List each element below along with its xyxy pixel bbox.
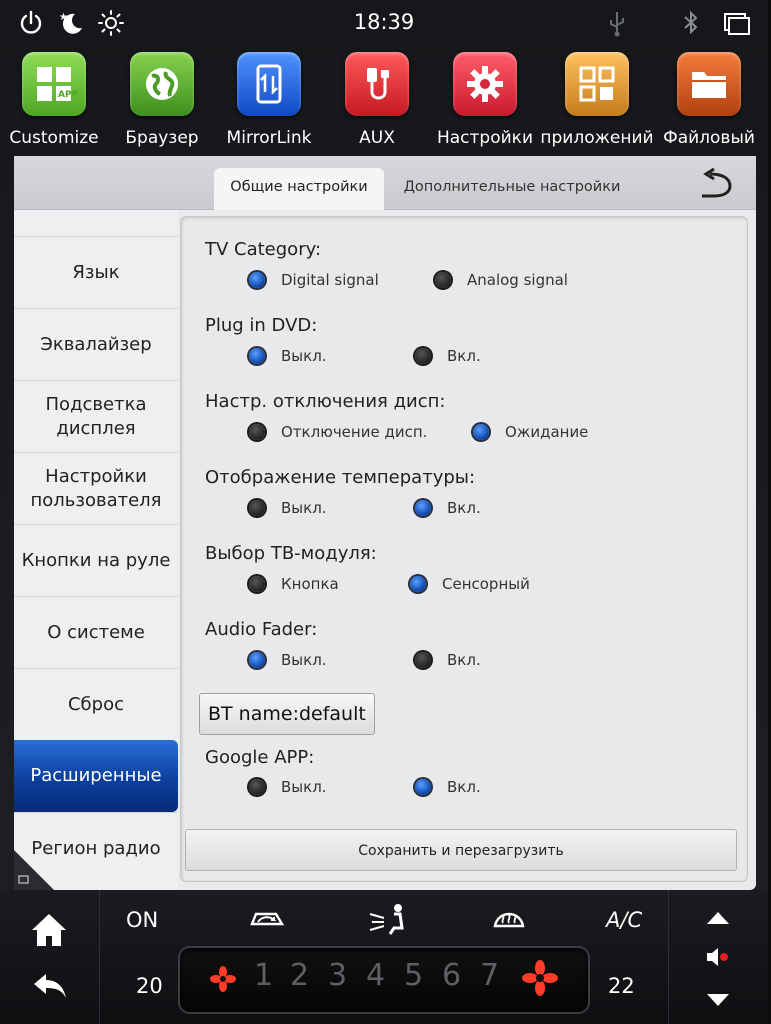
app-label: Браузер (125, 128, 199, 148)
settings-content (180, 216, 748, 882)
status-bar (0, 0, 768, 46)
radio-option[interactable] (249, 575, 339, 593)
fan-speed-5[interactable]: 5 (404, 958, 424, 993)
radio-option[interactable] (249, 778, 327, 796)
radio-unselected-icon (249, 779, 265, 795)
svg-text:★: ★ (59, 12, 68, 23)
sidebar-item-user-settings[interactable]: Настройки пользователя (14, 452, 178, 524)
app-launcher-row (0, 46, 768, 156)
recent-apps-icon[interactable] (722, 8, 752, 38)
app-tile-text: APP (58, 90, 79, 100)
option-label: Выкл. (281, 651, 327, 669)
sidebar-item-radio-region[interactable]: Регион радио (14, 812, 178, 884)
folder-icon (677, 52, 741, 116)
temperature-right[interactable]: 22 (608, 974, 635, 998)
option-label: Выкл. (281, 499, 327, 517)
climate-control-bar (0, 890, 768, 1024)
radio-unselected-icon (415, 652, 431, 668)
app-label: Файловый (663, 128, 755, 148)
fan-speed-6[interactable]: 6 (442, 958, 462, 993)
sidebar-item-equalizer[interactable]: Эквалайзер (14, 308, 178, 380)
mirrorlink-icon (237, 52, 301, 116)
back-arrow-icon[interactable] (696, 168, 736, 200)
setting-title: Отображение температуры: (205, 467, 476, 488)
radio-option[interactable] (415, 347, 481, 365)
app-label: Настройки (436, 128, 533, 148)
radio-option[interactable] (249, 347, 327, 365)
radio-option[interactable] (249, 651, 327, 669)
app-file-manager[interactable] (657, 52, 761, 156)
option-label: Выкл. (281, 347, 327, 365)
climate-power-button[interactable]: ON (126, 908, 159, 932)
radio-selected-icon (415, 500, 431, 516)
sidebar-item-advanced[interactable]: Расширенные (14, 740, 178, 812)
usb-icon (602, 8, 632, 38)
gear-icon (453, 52, 517, 116)
sidebar-item-steering-buttons[interactable]: Кнопки на руле (14, 524, 178, 596)
app-label: AUX (359, 128, 395, 148)
nav-left-group (0, 890, 100, 1024)
apps-grid-icon (565, 52, 629, 116)
fan-high-icon[interactable] (522, 960, 558, 996)
option-label: Вкл. (447, 499, 481, 517)
volume-up-icon[interactable] (705, 910, 731, 926)
fan-speed-1[interactable]: 1 (254, 958, 274, 993)
setting-title: Google APP: (205, 747, 315, 768)
option-label: Вкл. (447, 778, 481, 796)
globe-icon (130, 52, 194, 116)
radio-option[interactable] (415, 499, 481, 517)
app-mirrorlink[interactable] (217, 52, 321, 156)
volume-mute-icon[interactable] (705, 946, 731, 968)
option-label: Отключение дисп. (281, 423, 428, 441)
app-label: MirrorLink (226, 128, 312, 148)
option-label: Выкл. (281, 778, 327, 796)
settings-sidebar (14, 210, 178, 890)
bluetooth-icon (676, 8, 706, 38)
settings-panel (14, 156, 756, 890)
recirculation-car-icon[interactable] (248, 906, 286, 934)
save-and-reboot-button[interactable]: Сохранить и перезагрузить (185, 829, 737, 871)
radio-unselected-icon (249, 576, 265, 592)
radio-option[interactable] (249, 499, 327, 517)
home-icon[interactable] (30, 912, 68, 948)
fan-speed-bar[interactable] (180, 948, 588, 1012)
option-label: Analog signal (467, 271, 568, 289)
clock: 18:39 (353, 10, 415, 34)
ac-button[interactable]: A/C (606, 908, 643, 932)
radio-selected-icon (473, 424, 489, 440)
aux-cable-icon (345, 52, 409, 116)
option-label: Ожидание (505, 423, 589, 441)
option-label: Вкл. (447, 651, 481, 669)
fan-speed-4[interactable]: 4 (366, 958, 386, 993)
setting-title: Audio Fader: (205, 619, 318, 640)
app-customize[interactable] (2, 52, 106, 156)
sidebar-item-language[interactable]: Язык (14, 236, 178, 308)
option-label: Вкл. (447, 347, 481, 365)
sidebar-item-about-system[interactable]: О системе (14, 596, 178, 668)
app-label: приложений (540, 128, 654, 148)
radio-selected-icon (415, 779, 431, 795)
radio-option[interactable] (473, 423, 588, 441)
app-applications[interactable] (540, 52, 654, 156)
volume-group (668, 890, 768, 1024)
temperature-left[interactable]: 20 (136, 974, 163, 998)
app-browser[interactable] (110, 52, 214, 156)
radio-option[interactable] (249, 271, 379, 289)
tab-general-settings[interactable]: Общие настройки (214, 168, 384, 210)
settings-tab-bar (14, 156, 756, 210)
setting-title: TV Category: (205, 239, 322, 260)
fan-low-icon[interactable] (210, 966, 236, 992)
radio-option[interactable] (415, 778, 481, 796)
back-icon[interactable] (30, 970, 70, 1000)
option-label: Сенсорный (442, 575, 530, 593)
radio-selected-icon (249, 272, 265, 288)
radio-option[interactable] (410, 575, 530, 593)
option-label: Кнопка (281, 575, 339, 593)
bt-name-button[interactable]: BT name:default (199, 693, 375, 735)
setting-title: Plug in DVD: (205, 315, 318, 336)
radio-option[interactable] (249, 423, 427, 441)
corner-handle-icon[interactable] (14, 850, 54, 890)
volume-down-icon[interactable] (705, 992, 731, 1008)
radio-unselected-icon (249, 500, 265, 516)
radio-unselected-icon (415, 348, 431, 364)
fan-speed-2[interactable]: 2 (290, 958, 310, 993)
airflow-seat-icon[interactable] (366, 902, 410, 936)
radio-unselected-icon (435, 272, 451, 288)
tab-additional-settings[interactable]: Дополнительные настройки (403, 179, 621, 195)
radio-unselected-icon (249, 424, 265, 440)
setting-title: Настр. отключения дисп: (205, 391, 446, 412)
app-aux[interactable] (325, 52, 429, 156)
fan-speed-3[interactable]: 3 (328, 958, 348, 993)
windshield-defrost-icon[interactable] (492, 906, 526, 932)
setting-title: Выбор ТВ-модуля: (205, 543, 377, 564)
customize-app-icon (22, 52, 86, 116)
app-label: Customize (9, 128, 99, 148)
fan-speed-7[interactable]: 7 (480, 958, 500, 993)
sidebar-item-reset[interactable]: Сброс (14, 668, 178, 740)
option-label: Digital signal (281, 271, 379, 289)
sidebar-item-display-backlight[interactable]: Подсветка дисплея (14, 380, 178, 452)
settings-scroll-area[interactable] (181, 217, 749, 796)
radio-option[interactable] (415, 651, 481, 669)
radio-option[interactable] (435, 271, 568, 289)
app-settings[interactable] (433, 52, 537, 156)
radio-selected-icon (410, 576, 426, 592)
radio-selected-icon (249, 348, 265, 364)
radio-selected-icon (249, 652, 265, 668)
